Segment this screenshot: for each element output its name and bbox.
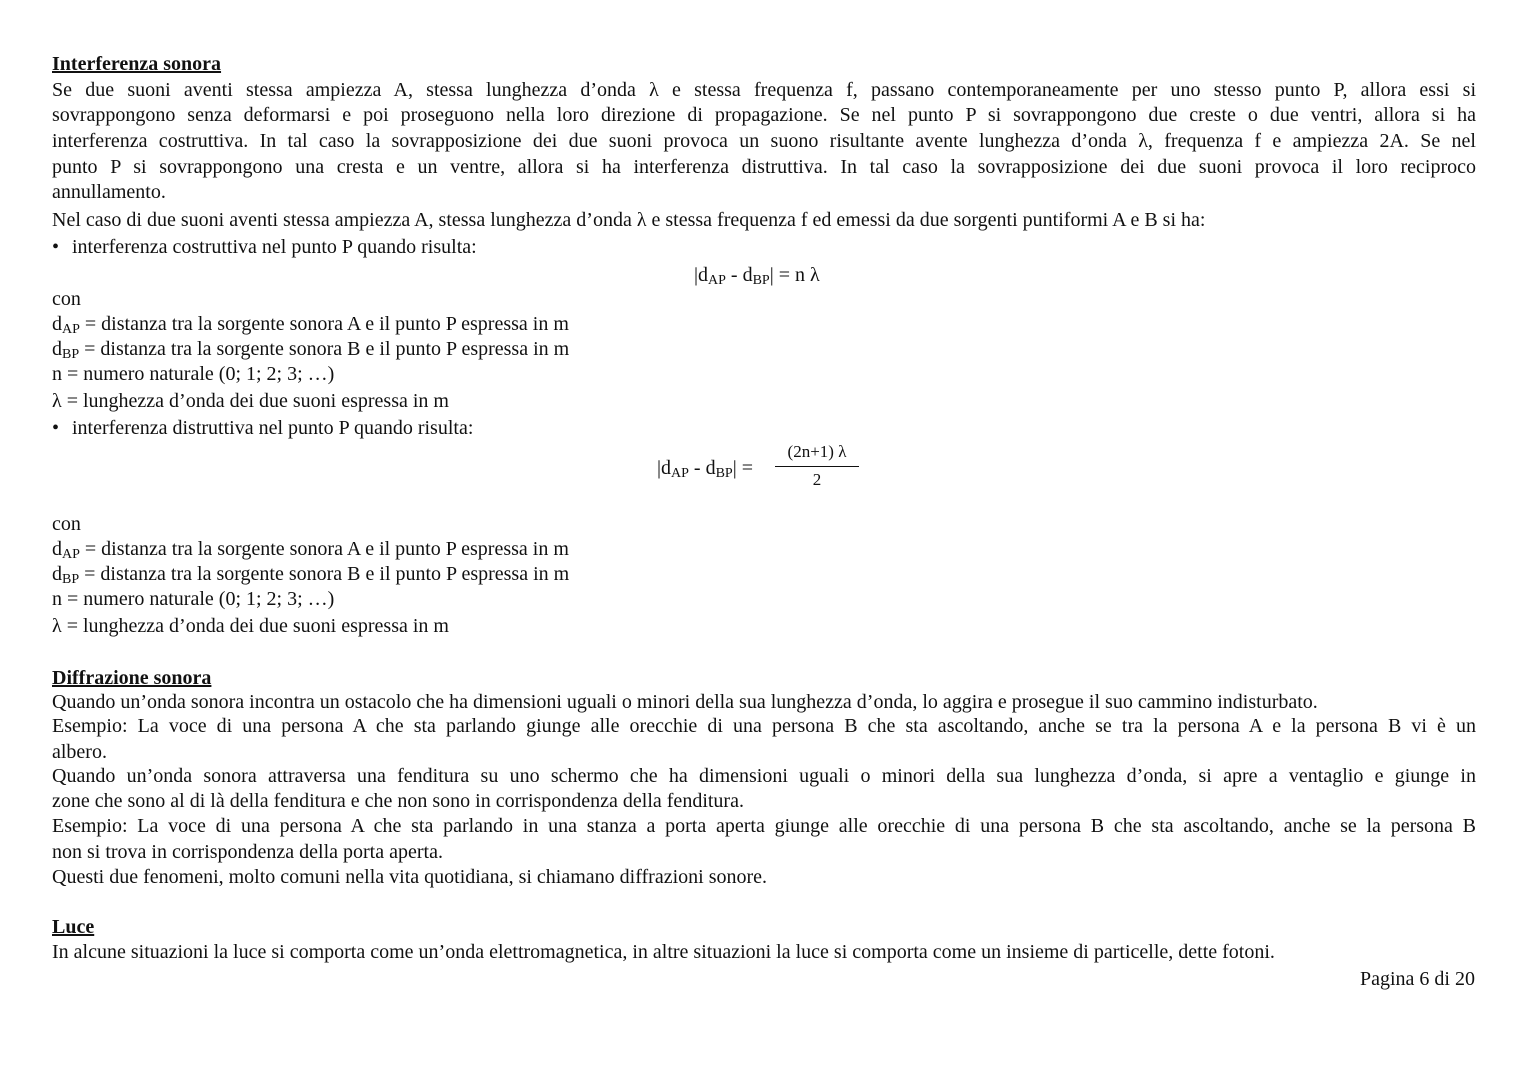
paragraph-line: annullamento. [52, 181, 166, 203]
definition-dbp: $d_{BP}$ = distanza tra la sorgente sonora B e il punto P espressa in m [52, 338, 570, 362]
paragraph-line: Esempio: La voce di una persona A che sta parlando giunge alle orecchie di una persona B che sta ascoltando, anche se tra la persona A e la persona B vi è un [52, 715, 1476, 737]
paragraph-line: interferenza costruttiva. In tal caso la sovrapposizione dei due suoni provoca un suono risultante avente lunghezza d’onda λ, frequenza f e ampiezza 2A. Se nel [52, 130, 1476, 152]
fraction-numerator: (2n+1) λ [787, 442, 847, 461]
fraction-bar [775, 466, 859, 467]
definition-n: n = numero naturale (0; 1; 2; 3; …) [52, 588, 335, 610]
formula-distruttiva: $|d_{AP} - d_{BP}|$ = [657, 457, 754, 481]
con-label: con [52, 288, 81, 310]
definition-n: n = numero naturale (0; 1; 2; 3; …) [52, 363, 335, 385]
paragraph-line: non si trova in corrispondenza della porta aperta. [52, 841, 443, 863]
definition-lambda: λ = lunghezza d’onda dei due suoni espressa in m [52, 615, 449, 637]
fraction-denominator: 2 [812, 470, 822, 489]
paragraph-line: punto P si sovrappongono una cresta e un ventre, allora si ha interferenza distruttiva. In tal caso la sovrapposizione dei due suoni provoca il loro reciproco [52, 156, 1476, 178]
bullet-item-costruttiva [52, 235, 477, 260]
formula-costruttiva: $|d_{AP} - d_{BP}| = n$ λ [694, 264, 820, 288]
section-heading-diffrazione: Diffrazione sonora [52, 667, 212, 689]
paragraph-line: Quando un’onda sonora incontra un ostacolo che ha dimensioni uguali o minori della sua lunghezza d’onda, lo aggira e prosegue il suo cammino indisturbato. [52, 691, 1318, 713]
paragraph-line: In alcune situazioni la luce si comporta come un’onda elettromagnetica, in altre situazioni la luce si comporta come un insieme di particelle, dette fotoni. [52, 941, 1275, 963]
paragraph-line: Quando un’onda sonora attraversa una fenditura su uno schermo che ha dimensioni uguali o minori della sua lunghezza d’onda, si apre a ventaglio e giunge in [52, 765, 1476, 787]
bullet-text: interferenza costruttiva nel punto P quando risulta: [72, 236, 477, 258]
paragraph-line: Questi due fenomeni, molto comuni nella vita quotidiana, si chiamano diffrazioni sonore. [52, 866, 768, 888]
definition-dap: $d_{AP}$ = distanza tra la sorgente sonora A e il punto P espressa in m [52, 313, 569, 337]
definition-dbp: $d_{BP}$ = distanza tra la sorgente sonora B e il punto P espressa in m [52, 563, 570, 587]
con-label: con [52, 513, 81, 535]
bullet-item-distruttiva [52, 416, 473, 441]
section-heading-interferenza: Interferenza sonora [52, 53, 222, 75]
section-heading-luce: Luce [52, 916, 95, 938]
definition-lambda: λ = lunghezza d’onda dei due suoni espressa in m [52, 390, 449, 412]
paragraph-line: albero. [52, 741, 107, 763]
page-number: Pagina 6 di 20 [1360, 968, 1475, 990]
paragraph-line: sovrappongono senza deformarsi e poi proseguono nella loro direzione di propagazione. Se nel punto P si sovrappongono due creste o due ventri, allora si ha [52, 104, 1476, 126]
bullet-text: interferenza distruttiva nel punto P quando risulta: [72, 417, 474, 439]
paragraph-line: zone che sono al di là della fenditura e che non sono in corrispondenza della fenditura. [52, 790, 744, 812]
definition-dap: $d_{AP}$ = distanza tra la sorgente sonora A e il punto P espressa in m [52, 538, 569, 562]
paragraph-line: Se due suoni aventi stessa ampiezza A, stessa lunghezza d’onda λ e stessa frequenza f, passano contemporaneamente per uno stesso punto P, allora essi si [52, 79, 1476, 101]
paragraph-line: Esempio: La voce di una persona A che sta parlando in una stanza a porta aperta giunge alle orecchie di una persona B che sta ascoltando, anche se la persona B [52, 815, 1476, 837]
paragraph-line: Nel caso di due suoni aventi stessa ampiezza A, stessa lunghezza d’onda λ e stessa frequenza f ed emessi da due sorgenti puntiformi A e B si ha: [52, 209, 1206, 231]
